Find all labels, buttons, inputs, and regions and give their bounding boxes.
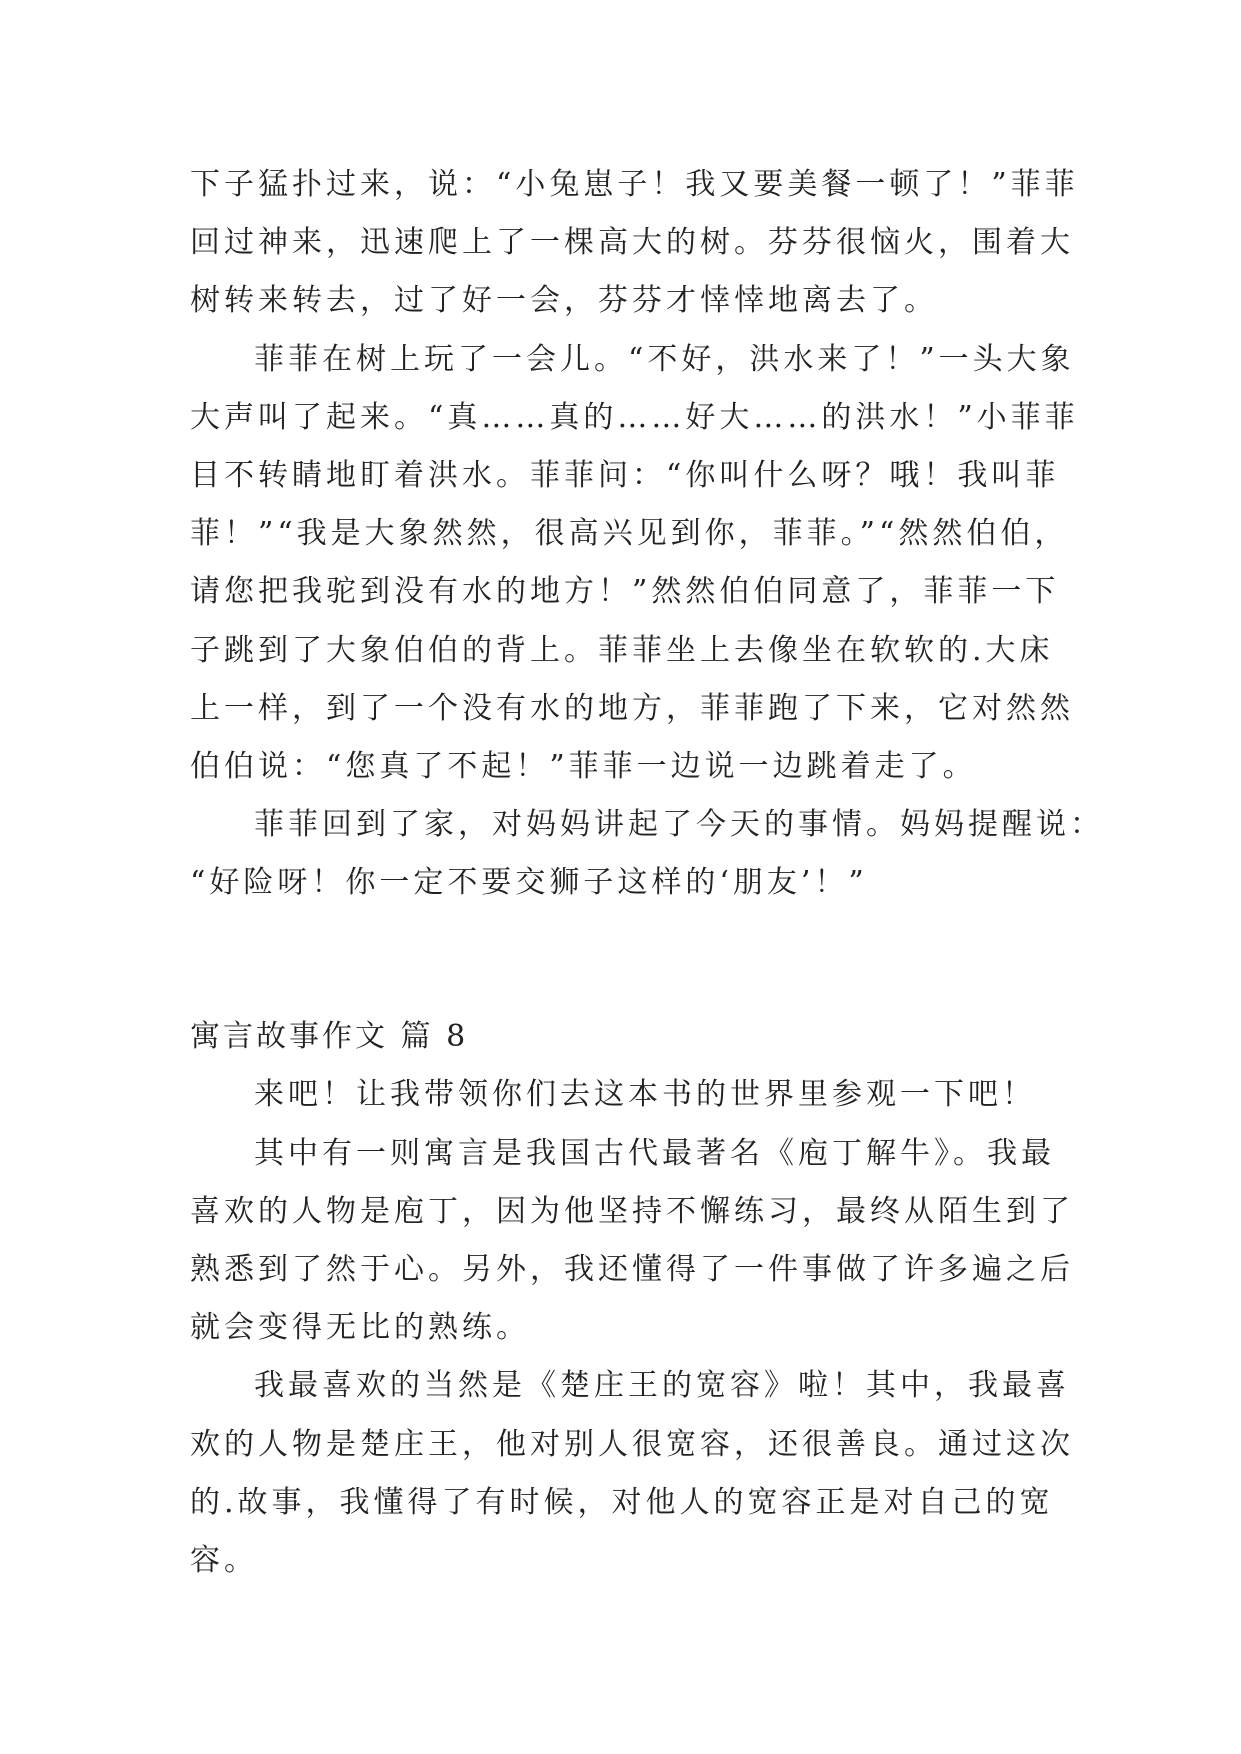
text-line: 其中有一则寓言是我国古代最著名《庖丁解牛》。我最 — [254, 1135, 1055, 1171]
text-line: 我最喜欢的当然是《楚庄王的宽容》啦！其中，我最喜 — [254, 1368, 1070, 1404]
section-spacer — [190, 912, 1070, 1008]
section-heading: 寓言故事作文 篇 8 — [190, 1019, 469, 1055]
text-line: 就会变得无比的熟练。 — [190, 1310, 530, 1346]
text-line: 欢的人物是楚庄王，他对别人很宽容，还很善良。通过这次 — [190, 1426, 1074, 1462]
document-body — [190, 156, 1104, 1590]
text-line: 目不转睛地盯着洪水。菲菲问：“你叫什么呀？哦！我叫菲 — [190, 457, 1060, 493]
text-line: 下子猛扑过来，说：“小兔崽子！我又要美餐一顿了！”菲菲 — [190, 167, 1079, 202]
text-line: 请您把我驼到没有水的地方！”然然伯伯同意了，菲菲一下 — [190, 574, 1060, 610]
text-line: 菲菲在树上玩了一会儿。“不好，洪水来了！”一头大象 — [254, 341, 1075, 377]
text-line: 子跳到了大象伯伯的背上。菲菲坐上去像坐在软软的.大床 — [190, 632, 1054, 668]
text-line: 树转来转去，过了好一会，芬芬才悻悻地离去了。 — [190, 283, 938, 319]
text-line: 熟悉到了然于心。另外，我还懂得了一件事做了许多遍之后 — [190, 1252, 1074, 1287]
text-line: 上一样，到了一个没有水的地方，菲菲跑了下来，它对然然 — [190, 690, 1074, 726]
text-line: 的.故事，我懂得了有时候，对他人的宽容正是对自己的宽 — [190, 1484, 1054, 1520]
section-8 — [190, 1008, 1074, 1590]
text-line: 菲菲回到了家，对妈妈讲起了今天的事情。妈妈提醒说： — [254, 807, 1104, 843]
text-line: 回过神来，迅速爬上了一棵高大的树。芬芬很恼火，围着大 — [190, 225, 1074, 261]
text-line: 菲！”“我是大象然然，很高兴见到你，菲菲。”“然然伯伯， — [190, 516, 1069, 552]
text-line: 容。 — [190, 1542, 258, 1578]
text-line: 来吧！让我带领你们去这本书的世界里参观一下吧！ — [254, 1077, 1036, 1113]
text-line: “好险呀！你一定不要交狮子这样的‘朋友’！” — [190, 865, 868, 901]
text-line: 喜欢的人物是庖丁，因为他坚持不懈练习，最终从陌生到了 — [190, 1193, 1074, 1229]
text-line: 伯伯说：“您真了不起！”菲菲一边说一边跳着走了。 — [190, 748, 977, 784]
story-continuation — [190, 156, 1104, 912]
text-line: 大声叫了起来。“真……真的……好大……的洪水！”小菲菲 — [190, 399, 1079, 435]
